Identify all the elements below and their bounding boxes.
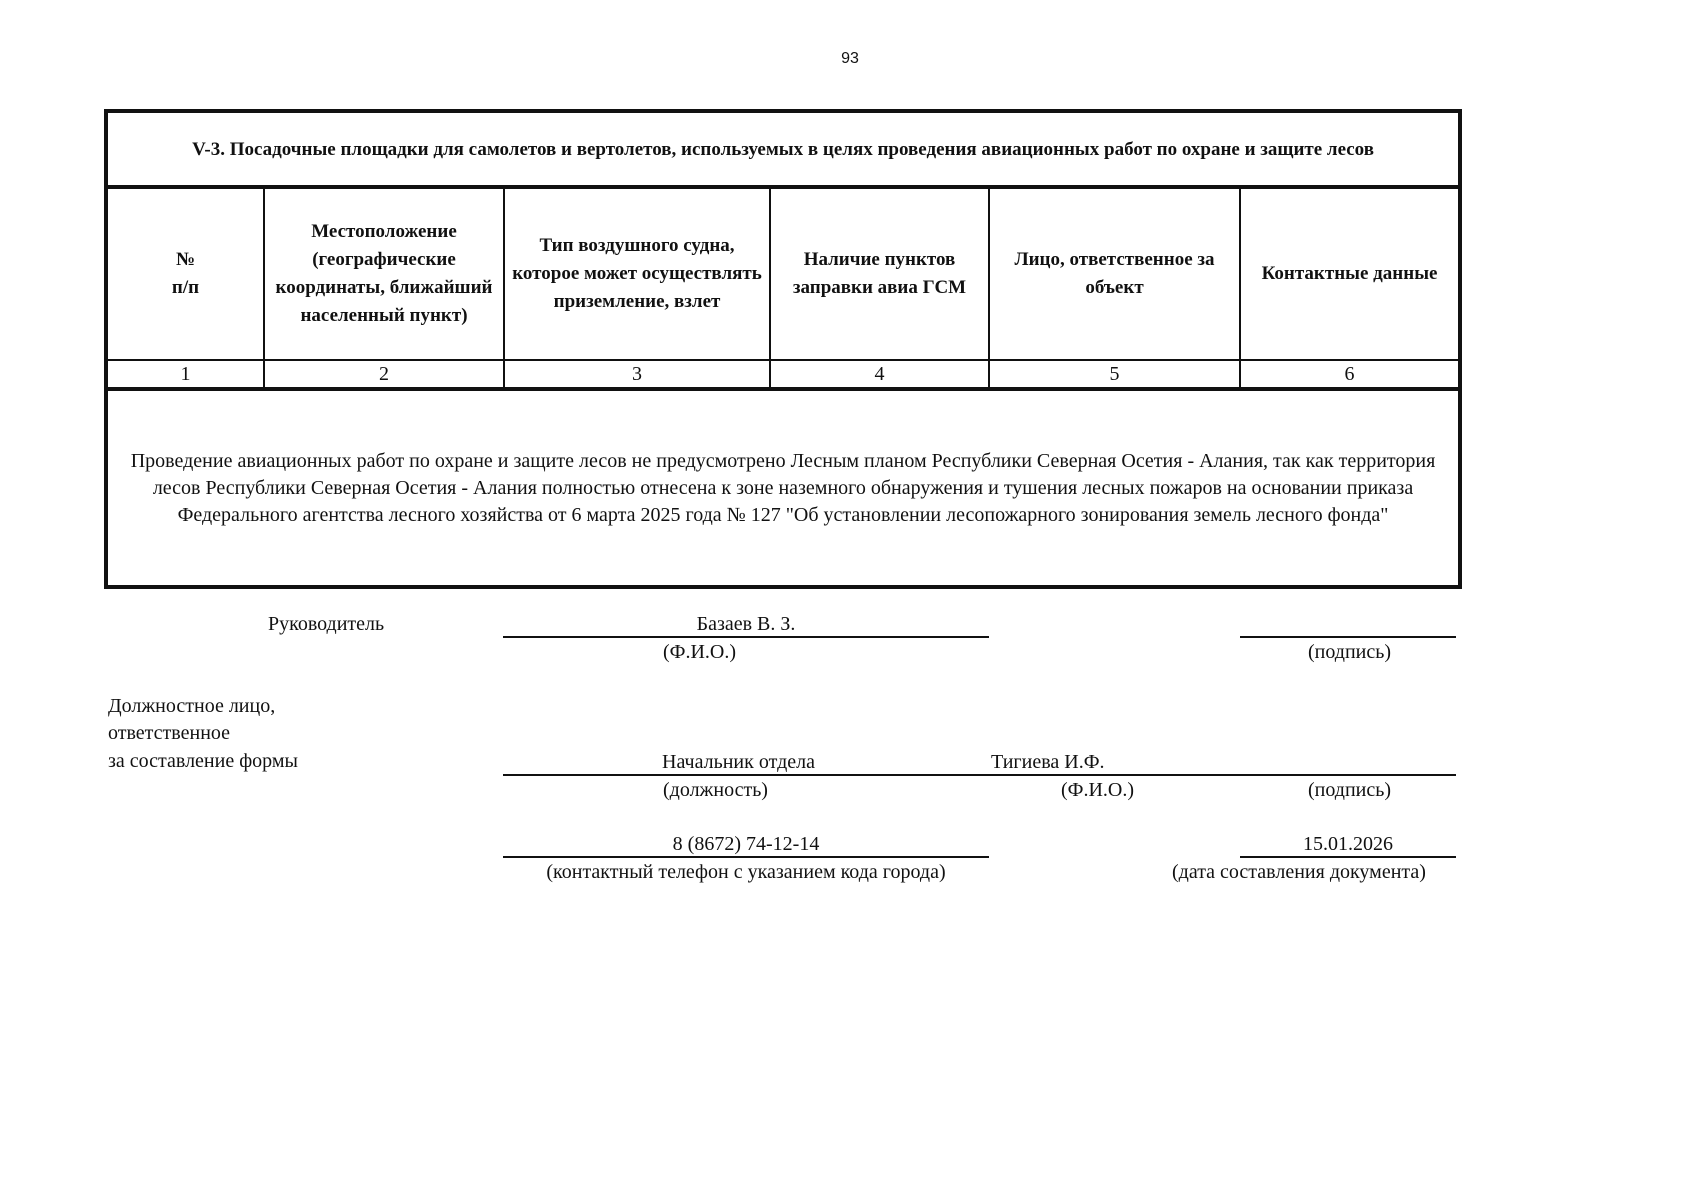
document-date: 15.01.2026 (1303, 833, 1393, 855)
official-label: за составление формы (108, 750, 298, 772)
official-name: Тигиева И.Ф. (991, 751, 1105, 773)
head-fio-caption: (Ф.И.О.) (663, 641, 737, 663)
official-signature-caption: (подпись) (1308, 779, 1392, 801)
column-number: 4 (770, 360, 989, 389)
head-name-line (503, 636, 989, 638)
phone-caption: (контактный телефон с указанием кода города) (546, 861, 946, 883)
landing-sites-table (104, 109, 1462, 589)
phone-line (503, 856, 989, 858)
table-title: V-3. Посадочные площадки для самолетов и вертолетов, используемых в целях проведения авиационных работ по охране и защите лесов (106, 111, 1460, 187)
position-caption: (должность) (663, 779, 768, 801)
date-line (1240, 856, 1456, 858)
column-number-row (106, 360, 1460, 389)
official-label: ответственное (108, 722, 231, 744)
head-name: Базаев В. З. (696, 613, 796, 635)
column-number: 6 (1240, 360, 1460, 389)
contact-phone: 8 (8672) 74-12-14 (672, 833, 820, 855)
official-fio-caption: (Ф.И.О.) (1061, 779, 1135, 801)
head-signature-caption: (подпись) (1308, 641, 1392, 663)
header-number: № п/п (106, 187, 264, 360)
official-position: Начальник отдела (662, 751, 815, 773)
table-note: Проведение авиационных работ по охране и защите лесов не предусмотрено Лесным планом Республики Северная Осетия - Алания, так как территория лесов Республики Северная Осетия - Алания полностью отнесена к зоне наземного обнаружения и тушения лесных пожаров на основании приказа Федерального агентства лесного хозяйства от 6 марта 2025 года № 127 "Об установлении лесопожарного зонирования земель лесного фонда" (106, 389, 1460, 587)
head-signature-line (1240, 636, 1456, 638)
header-responsible-person: Лицо, ответственное за объект (989, 187, 1240, 360)
date-caption: (дата составления документа) (1172, 861, 1426, 883)
table-header-row (106, 187, 1460, 360)
page-number: 93 (841, 50, 859, 67)
official-line (503, 774, 1456, 776)
column-number: 3 (504, 360, 770, 389)
column-number: 2 (264, 360, 504, 389)
header-contacts: Контактные данные (1240, 187, 1460, 360)
header-fuel-points: Наличие пунктов заправки авиа ГСМ (770, 187, 989, 360)
header-location: Местоположение (географические координаты, ближайший населенный пункт) (264, 187, 504, 360)
header-aircraft-type: Тип воздушного судна, которое может осуществлять приземление, взлет (504, 187, 770, 360)
head-label: Руководитель (268, 613, 385, 635)
column-number: 1 (106, 360, 264, 389)
column-number: 5 (989, 360, 1240, 389)
official-label: Должностное лицо, (108, 695, 276, 717)
